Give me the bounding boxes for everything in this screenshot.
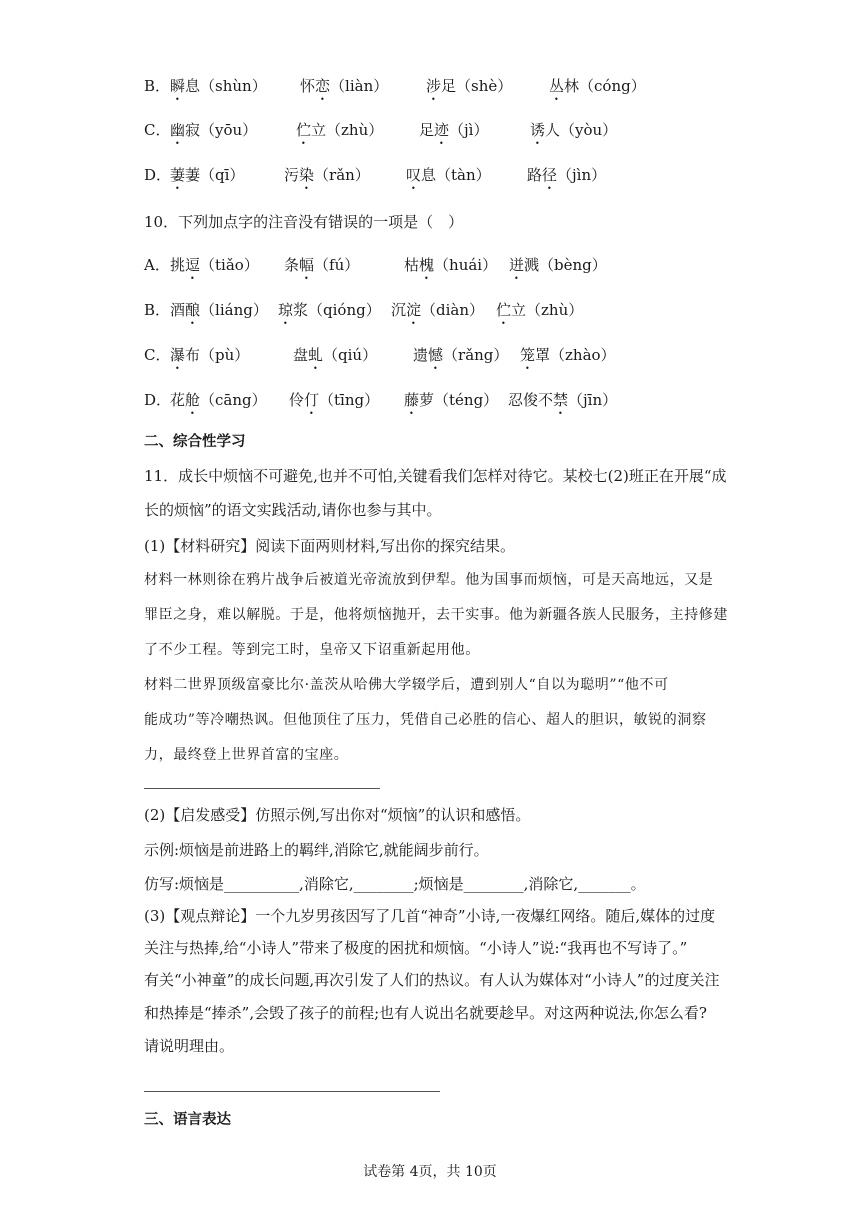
word-item: 瀑布（pù） [170, 346, 250, 364]
option-letter: B． [144, 77, 171, 95]
q11-part1-title: (1)【材料研究】阅读下面两则材料,写出你的探究结果。 [144, 537, 516, 555]
q11-part2-imitate: 仿写:烦恼是__________,消除它,________;烦恼是________,消除它,_______。 [144, 875, 646, 893]
section-heading: 三、语言表达 [144, 1112, 231, 1128]
word-item: 条幅（fú） [284, 256, 360, 274]
material-two: 力，最终登上世界首富的宝座。 [144, 747, 349, 763]
answer-line [144, 1091, 440, 1092]
q11-intro: 11．成长中烦恼不可避免,也并不可怕,关键看我们怎样对待它。某校七(2)班正在开展“成 [144, 467, 727, 485]
word-item: 瞬息（shùn） [170, 77, 267, 95]
option-letter: D． [144, 391, 172, 409]
word-item: 足迹（jì） [419, 121, 489, 139]
word-item: 花舱（cāng） [170, 391, 267, 409]
word-item: 笼罩（zhào） [520, 346, 616, 364]
word-item: 挑逗（tiǎo） [170, 256, 259, 274]
page-footer: 试卷第 4页，共 10页 [363, 1164, 497, 1180]
q11-part3-text: 有关“小神童”的成长问题,再次引发了人们的热议。有人认为媒体对“小诗人”的过度关注 [144, 971, 720, 989]
word-item: 幽寂（yōu） [170, 121, 258, 139]
word-item: 伫立（zhù） [496, 301, 584, 319]
word-item: 伫立（zhù） [296, 121, 384, 139]
answer-line [144, 788, 380, 789]
option-letter: B． [144, 301, 171, 319]
option-letter: A． [144, 256, 170, 274]
material-two: 材料二世界顶级富豪比尔·盖茨从哈佛大学辍学后，遭到别人“自以为聪明”“他不可 [144, 677, 669, 693]
q11-part2-example: 示例:烦恼是前进路上的羁绊,消除它,就能阔步前行。 [144, 841, 489, 859]
material-one: 了不少工程。等到完工时，皇帝又下诏重新起用他。 [144, 642, 480, 658]
word-item: 遗憾（rǎng） [413, 346, 509, 364]
q11-part3-text: 和热捧是“捧杀”,会毁了孩子的前程;也有人说出名就要趁早。对这两种说法,你怎么看? [144, 1004, 707, 1022]
material-two: 能成功”等冷嘲热讽。但他顶住了压力，凭借自己必胜的信心、超人的胆识，敏锐的洞察 [144, 712, 707, 728]
word-item: 酒酿（liáng） [170, 301, 268, 319]
q11-part2-title: (2)【启发感受】仿照示例,写出你对“烦恼”的认识和感悟。 [144, 806, 531, 824]
word-item: 诱人（yòu） [530, 121, 618, 139]
word-item: 萋萋（qī） [170, 166, 245, 184]
option-letter: D． [144, 166, 172, 184]
word-item: 路径（jìn） [527, 166, 607, 184]
word-item: 怀恋（liàn） [300, 77, 389, 95]
material-one: 材料一林则徐在鸦片战争后被道光帝流放到伊犁。他为国事而烦恼，可是天高地远，又是 [144, 572, 714, 588]
word-item: 丛林（cóng） [549, 77, 646, 95]
word-item: 伶仃（tīng） [289, 391, 380, 409]
q11-part3-text: 请说明理由。 [144, 1037, 235, 1055]
word-item: 涉足（shè） [426, 77, 513, 95]
word-item: 污染（rǎn） [284, 166, 370, 184]
q11-part3-text: 关注与热捧,给“小诗人”带来了极度的困扰和烦恼。“小诗人”说:“我再也不写诗了。” [144, 939, 688, 957]
q10-stem: 10．下列加点字的注音没有错误的一项是（ ） [144, 213, 464, 231]
word-item: 叹息（tàn） [406, 166, 491, 184]
option-letter: C． [144, 121, 171, 139]
q11-part3-text: (3)【观点辩论】一个九岁男孩因写了几首“神奇”小诗,一夜爆红网络。随后,媒体的过度 [144, 907, 716, 925]
material-one: 罪臣之身，难以解脱。于是，他将烦恼抛开，去干实事。他为新疆各族人民服务，主持修建 [144, 607, 728, 623]
word-item: 枯槐（huái） [404, 256, 498, 274]
option-letter: C． [144, 346, 171, 364]
word-item: 盘虬（qiú） [293, 346, 378, 364]
word-item: 迸溅（bèng） [509, 256, 607, 274]
word-item: 琼浆（qióng） [278, 301, 381, 319]
q11-intro: 长的烦恼”的语文实践活动,请你也参与其中。 [144, 501, 442, 519]
word-item: 忍俊不禁（jīn） [508, 391, 618, 409]
section-heading: 二、综合性学习 [144, 434, 246, 450]
word-item: 藤萝（téng） [404, 391, 499, 409]
word-item: 沉淀（diàn） [391, 301, 485, 319]
